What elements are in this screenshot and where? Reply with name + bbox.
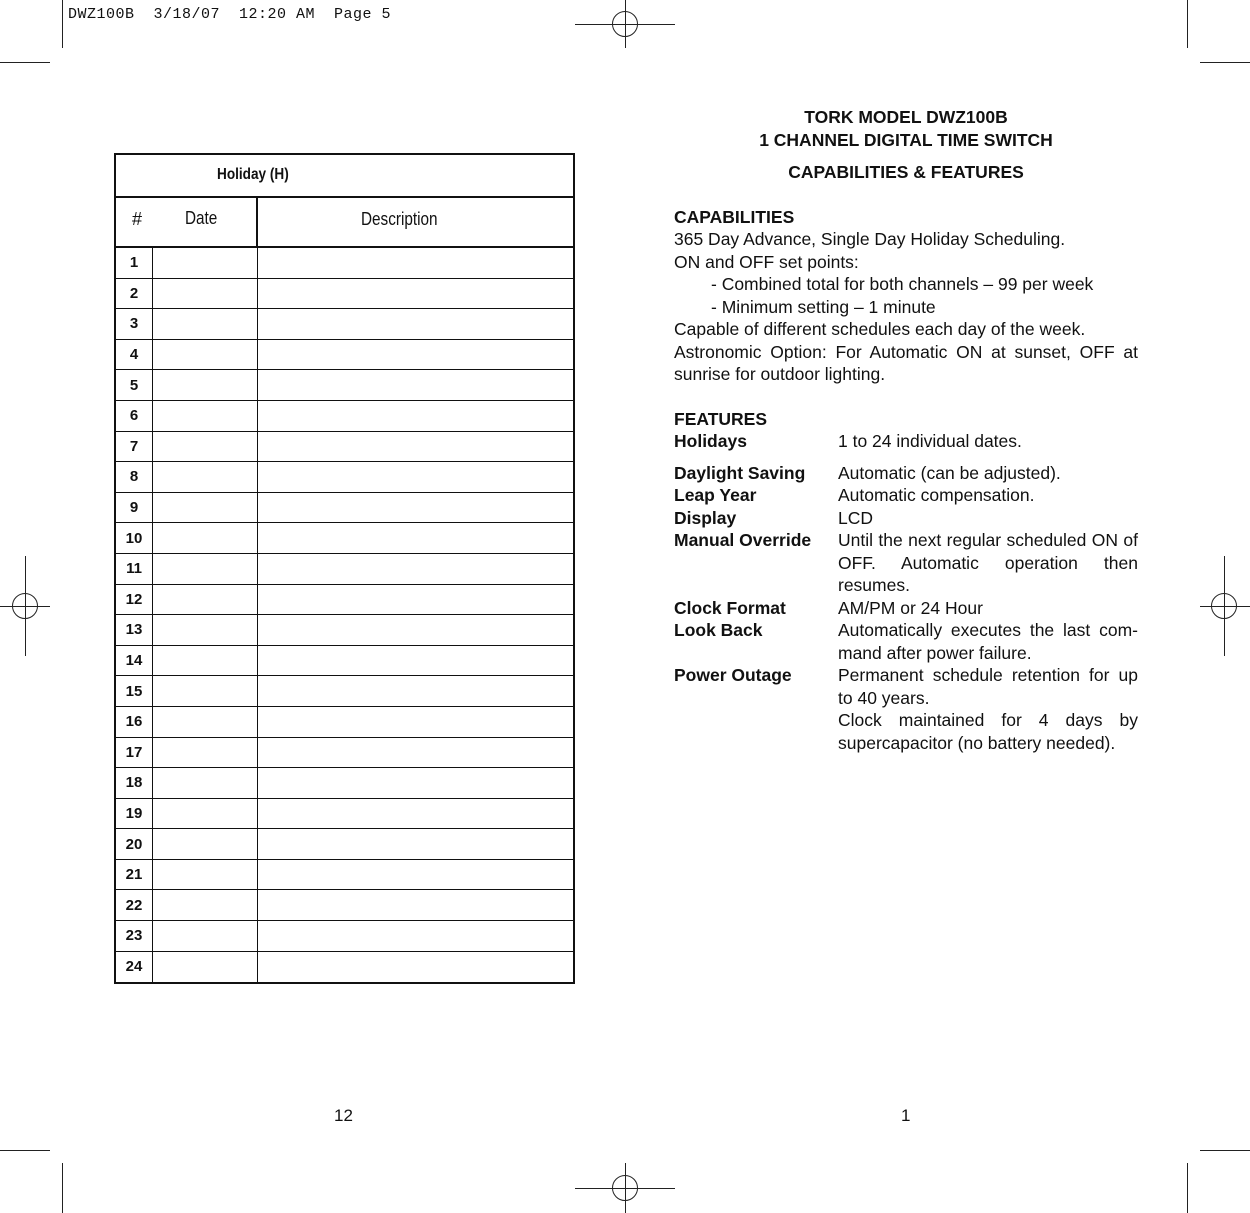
date-cell: [152, 860, 258, 890]
capabilities-page: [674, 106, 1138, 754]
date-cell: [152, 309, 258, 339]
feature-value: Automatic (can be adjusted).: [838, 462, 1061, 483]
row-number: 2: [129, 284, 139, 302]
row-number: 24: [125, 958, 143, 976]
description-cell: [258, 585, 573, 615]
model-title: TORK MODEL DWZ100B: [804, 107, 1008, 127]
table-row: [116, 768, 573, 799]
description-cell: [258, 738, 573, 768]
date-cell: [152, 707, 258, 737]
feature-value: Automatic compensation.: [838, 485, 1035, 505]
description-cell: [258, 646, 573, 676]
feature-label: Clock Format: [674, 597, 786, 618]
date-cell: [152, 646, 258, 676]
table-row: [116, 829, 573, 860]
date-cell: [152, 401, 258, 431]
feature-row: [674, 619, 1138, 664]
row-number: 18: [125, 774, 143, 792]
date-cell: [152, 585, 258, 615]
table-row: [116, 340, 573, 371]
feature-label: Display: [674, 507, 737, 528]
table-row: [116, 890, 573, 921]
row-number: 5: [129, 376, 139, 394]
row-number: 9: [129, 499, 139, 517]
row-number: 10: [125, 529, 143, 547]
holiday-table-header: [116, 198, 573, 248]
row-number: 6: [129, 407, 139, 425]
table-row: [116, 370, 573, 401]
table-row: [116, 248, 573, 279]
row-number: 15: [125, 682, 143, 700]
description-cell: [258, 768, 573, 798]
feature-value: LCD: [838, 507, 874, 528]
table-row: [116, 493, 573, 524]
capability-line: 365 Day Advance, Single Day Holiday Scheduling.: [674, 229, 1066, 249]
description-cell: [258, 523, 573, 553]
row-number: 16: [125, 713, 143, 731]
description-cell: [258, 432, 573, 462]
row-number: 4: [129, 346, 139, 364]
feature-label: Power Outage: [674, 665, 792, 685]
date-cell: [152, 248, 258, 278]
feature-label: Manual Override: [674, 530, 812, 550]
date-cell: [152, 462, 258, 492]
table-row: [116, 799, 573, 830]
description-cell: [258, 799, 573, 829]
description-cell: [258, 248, 573, 278]
feature-row: [674, 462, 1138, 485]
header-description: Description: [256, 198, 573, 246]
date-cell: [152, 370, 258, 400]
date-cell: [152, 493, 258, 523]
feature-value: 1 to 24 individual dates.: [838, 431, 1022, 451]
date-cell: [152, 738, 258, 768]
description-cell: [258, 860, 573, 890]
table-row: [116, 585, 573, 616]
description-cell: [258, 493, 573, 523]
date-cell: [152, 279, 258, 309]
description-cell: [258, 309, 573, 339]
feature-row: [674, 597, 1138, 620]
table-row: [116, 646, 573, 677]
description-cell: [258, 952, 573, 983]
page-number-right: 1: [901, 1106, 911, 1125]
row-number: 19: [125, 804, 143, 822]
table-row: [116, 676, 573, 707]
capabilities-heading: CAPABILITIES: [674, 206, 795, 227]
table-row: [116, 432, 573, 463]
header-date: Date: [185, 208, 218, 228]
table-row: [116, 523, 573, 554]
description-cell: [258, 279, 573, 309]
page-number-left: 12: [334, 1106, 353, 1125]
row-number: 13: [125, 621, 143, 639]
row-number: 17: [125, 743, 143, 761]
print-slug: DWZ100B 3/18/07 12:20 AM Page 5: [68, 6, 392, 23]
row-number: 7: [129, 437, 139, 455]
table-row: [116, 921, 573, 952]
row-number: 11: [126, 560, 142, 578]
table-row: [116, 554, 573, 585]
feature-value: Automatically executes the last com-mand after power failure.: [838, 620, 1138, 663]
holiday-table-title: Holiday (H): [116, 155, 573, 198]
feature-value: Clock maintained for 4 days by supercapacitor (no battery needed).: [838, 710, 1138, 753]
features-heading: FEATURES: [674, 408, 768, 429]
description-cell: [258, 921, 573, 951]
holiday-table: [114, 153, 575, 984]
feature-value: AM/PM or 24 Hour: [838, 597, 983, 618]
description-cell: [258, 707, 573, 737]
header-number: #: [132, 209, 143, 229]
features-list: [674, 430, 1138, 754]
date-cell: [152, 432, 258, 462]
description-cell: [258, 676, 573, 706]
table-row: [116, 707, 573, 738]
table-row: [116, 952, 573, 983]
row-number: 1: [129, 254, 139, 272]
description-cell: [258, 462, 573, 492]
row-number: 12: [125, 590, 143, 608]
row-number: 21: [125, 866, 143, 884]
row-number: 20: [125, 835, 143, 853]
capability-line: Astronomic Option: For Automatic ON at sunset, OFF at sunrise for outdoor lighting.: [674, 341, 1138, 384]
feature-row: [674, 507, 1138, 530]
table-row: [116, 860, 573, 891]
row-number: 14: [125, 652, 143, 670]
feature-label: Look Back: [674, 620, 763, 640]
table-row: [116, 279, 573, 310]
date-cell: [152, 829, 258, 859]
description-cell: [258, 554, 573, 584]
description-cell: [258, 829, 573, 859]
table-row: [116, 401, 573, 432]
product-subtitle: 1 CHANNEL DIGITAL TIME SWITCH: [759, 129, 1053, 150]
date-cell: [152, 554, 258, 584]
feature-label: Daylight Saving: [674, 462, 806, 483]
holiday-table-body: [116, 248, 573, 982]
feature-row: [674, 430, 1138, 453]
capability-line: Capable of different schedules each day of the week.: [674, 319, 1086, 339]
feature-row: [674, 664, 1138, 709]
table-row: [116, 615, 573, 646]
description-cell: [258, 401, 573, 431]
date-cell: [152, 615, 258, 645]
capability-line: ON and OFF set points:: [674, 251, 859, 272]
capability-line: - Minimum setting – 1 minute: [711, 296, 936, 317]
row-number: 8: [129, 468, 139, 486]
date-cell: [152, 523, 258, 553]
description-cell: [258, 890, 573, 920]
table-row: [116, 738, 573, 769]
row-number: 23: [125, 927, 143, 945]
row-number: 22: [125, 896, 143, 914]
capability-line: - Combined total for both channels – 99 per week: [711, 274, 1094, 294]
feature-value: Permanent schedule retention for up to 40 years.: [838, 665, 1138, 708]
date-cell: [152, 676, 258, 706]
date-cell: [152, 890, 258, 920]
date-cell: [152, 340, 258, 370]
description-cell: [258, 615, 573, 645]
table-row: [116, 462, 573, 493]
feature-value: Until the next regular scheduled ON of OFF. Automatic operation then resumes.: [838, 530, 1138, 595]
description-cell: [258, 370, 573, 400]
section-heading: CAPABILITIES & FEATURES: [788, 162, 1024, 182]
feature-label: Leap Year: [674, 485, 757, 505]
feature-row: [674, 484, 1138, 507]
description-cell: [258, 340, 573, 370]
date-cell: [152, 799, 258, 829]
table-row: [116, 309, 573, 340]
date-cell: [152, 768, 258, 798]
feature-label: [674, 709, 838, 754]
date-cell: [152, 952, 258, 983]
date-cell: [152, 921, 258, 951]
feature-label: Holidays: [674, 431, 747, 451]
feature-row: [674, 709, 1138, 754]
feature-row: [674, 529, 1138, 597]
row-number: 3: [129, 315, 139, 333]
